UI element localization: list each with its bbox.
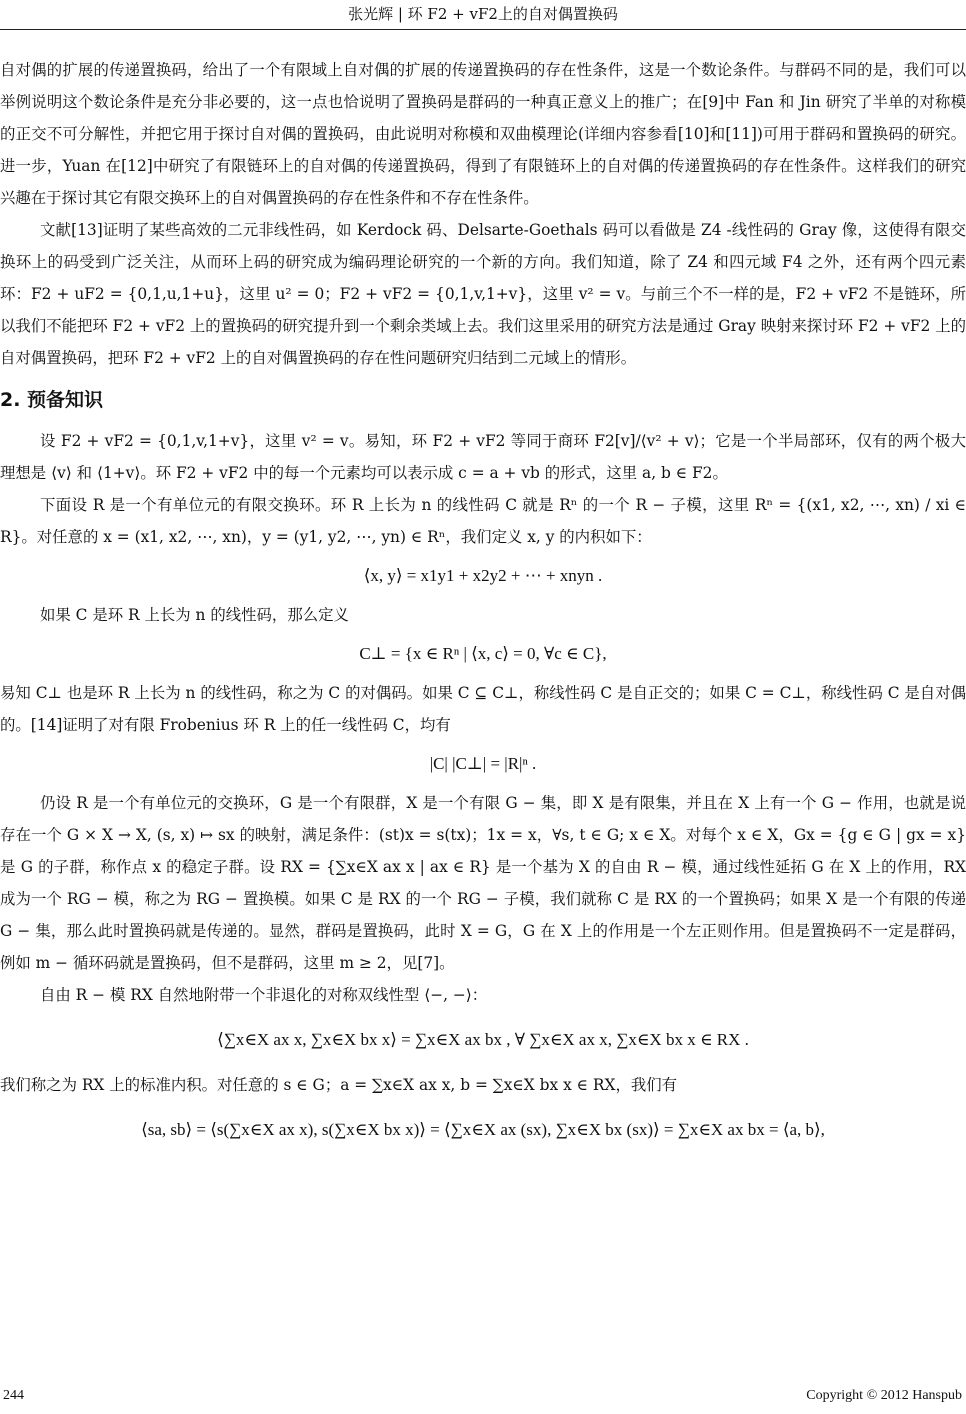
equation-inner-product: ⟨x, y⟩ = x1y1 + x2y2 + ⋯ + xnyn . <box>363 566 603 585</box>
paragraph-ring-definition: 设 F2 + vF2 = {0,1,v,1+v}，这里 v² = v。易知，环 F2 + vF2 等同于商环 F2[v]/⟨v² + v⟩；它是一个半局部环，仅有的两个极大理想是 ⟨v⟩ 和 ⟨1+v⟩。环 F2 + vF2 中的每一个元素均可以表示成 c = a + vb 的形式，这里 a, b ∈ F2。 <box>0 432 966 482</box>
paragraph-bilinear-form: 自由 R − 模 RX 自然地附带一个非退化的对称双线性型 ⟨−, −⟩： <box>40 986 488 1004</box>
header-rule <box>0 29 966 30</box>
article-body <box>0 54 966 1159</box>
equation-cardinality: |C| |C⊥| = |R|ⁿ . <box>429 754 537 773</box>
paragraph-intro-continued: 自对偶的扩展的传递置换码，给出了一个有限域上自对偶的扩展的传递置换码的存在性条件，这是一个数论条件。与群码不同的是，我们可以举例说明这个数论条件是充分非必要的，这一点也恰说明了置换码是群码的一种真正意义上的推广；在[9]中 Fan 和 Jin 研究了半单的对称模的正交不可分解性，并把它用于探讨自对偶的置换码，由此说明对称模和双曲模理论(详细内容参看[10]和[11])可用于群码和置换码的研究。进一步，Yuan 在[12]中研究了有限链环上的自对偶的传递置换码，得到了有限链环上的自对偶的传递置换码的存在性条件。这样我们的研究兴趣在于探讨其它有限交换环上的自对偶置换码的存在性条件和不存在性条件。 <box>0 61 966 207</box>
equation-invariance: ⟨sa, sb⟩ = ⟨s(∑x∈X ax x), s(∑x∈X bx x)⟩ = ⟨∑x∈X ax (sx), ∑x∈X bx (sx)⟩ = ∑x∈X ax bx = ⟨a, b⟩, <box>141 1120 825 1139</box>
paragraph-self-dual: 易知 C⊥ 也是环 R 上长为 n 的线性码，称之为 C 的对偶码。如果 C ⊆ C⊥，称线性码 C 是自正交的；如果 C = C⊥，称线性码 C 是自对偶的。[14]证明了对有限 Frobenius 环 R 上的任一线性码 C，均有 <box>0 684 966 734</box>
paragraph-dual-intro: 如果 C 是环 R 上长为 n 的线性码，那么定义 <box>40 606 349 624</box>
running-header: 张光辉 | 环 F2 + vF2上的自对偶置换码 <box>348 5 618 23</box>
paragraph-linear-code: 下面设 R 是一个有单位元的有限交换环。环 R 上长为 n 的线性码 C 就是 Rⁿ 的一个 R − 子模，这里 Rⁿ = {(x1, x2, ⋯, xn) / xi ∈ R}。对任意的 x = (x1, x2, ⋯, xn)，y = (y1, y2, ⋯, yn) ∈ Rⁿ，我们定义 x, y 的内积如下： <box>0 496 966 546</box>
equation-standard-inner-product: ⟨∑x∈X ax x, ∑x∈X bx x⟩ = ∑x∈X ax bx , ∀ ∑x∈X ax x, ∑x∈X bx x ∈ RX . <box>217 1030 749 1049</box>
section-heading-preliminaries: 2. 预备知识 <box>0 389 104 411</box>
paragraph-standard-inner-product: 我们称之为 RX 上的标准内积。对任意的 s ∈ G；a = ∑x∈X ax x, b = ∑x∈X bx x ∈ RX，我们有 <box>0 1076 678 1094</box>
equation-dual-code: C⊥ = {x ∈ Rⁿ | ⟨x, c⟩ = 0, ∀c ∈ C}, <box>359 644 607 663</box>
page-number: 244 <box>3 1388 24 1403</box>
paragraph-kerdock: 文献[13]证明了某些高效的二元非线性码，如 Kerdock 码、Delsarte-Goethals 码可以看做是 Z4 -线性码的 Gray 像，这使得有限交换环上的码受到广泛关注，从而环上码的研究成为编码理论研究的一个新的方向。我们知道，除了 Z4 和四元域 F4 之外，还有两个四元素环：F2 + uF2 = {0,1,u,1+u}，这里 u² = 0；F2 + vF2 = {0,1,v,1+v}，这里 v² = v。与前三个不一样的是，F2 + vF2 不是链环，所以我们不能把环 F2 + vF2 上的置换码的研究提升到一个剩余类域上去。我们这里采用的研究方法是通过 Gray 映射来探讨环 F2 + vF2 上的自对偶置换码，把环 F2 + vF2 上的自对偶置换码的存在性问题研究归结到二元域上的情形。 <box>0 221 966 367</box>
copyright-notice: Copyright © 2012 Hanspub <box>806 1388 962 1403</box>
paragraph-permutation-code: 仍设 R 是一个有单位元的交换环，G 是一个有限群，X 是一个有限 G − 集，即 X 是有限集，并且在 X 上有一个 G − 作用，也就是说存在一个 G × X → X, (s, x) ↦ sx 的映射，满足条件：(st)x = s(tx)；1x = x，∀s, t ∈ G; x ∈ X。对每个 x ∈ X，Gx = {g ∈ G | gx = x} 是 G 的子群，称作点 x 的稳定子群。设 RX = {∑x∈X ax x | ax ∈ R} 是一个基为 X 的自由 R − 模，通过线性延拓 G 在 X 上的作用，RX 成为一个 RG − 模，称之为 RG − 置换模。如果 C 是 RX 的一个 RG − 子模，我们就称 C 是 RX 的一个置换码；如果 X 是一个有限的传递 G − 集，那么此时置换码就是传递的。显然，群码是置换码，此时 X = G，G 在 X 上的作用是一个左正则作用。但是置换码不一定是群码，例如 m − 循环码就是置换码，但不是群码，这里 m ≥ 2，见[7]。 <box>0 794 966 972</box>
